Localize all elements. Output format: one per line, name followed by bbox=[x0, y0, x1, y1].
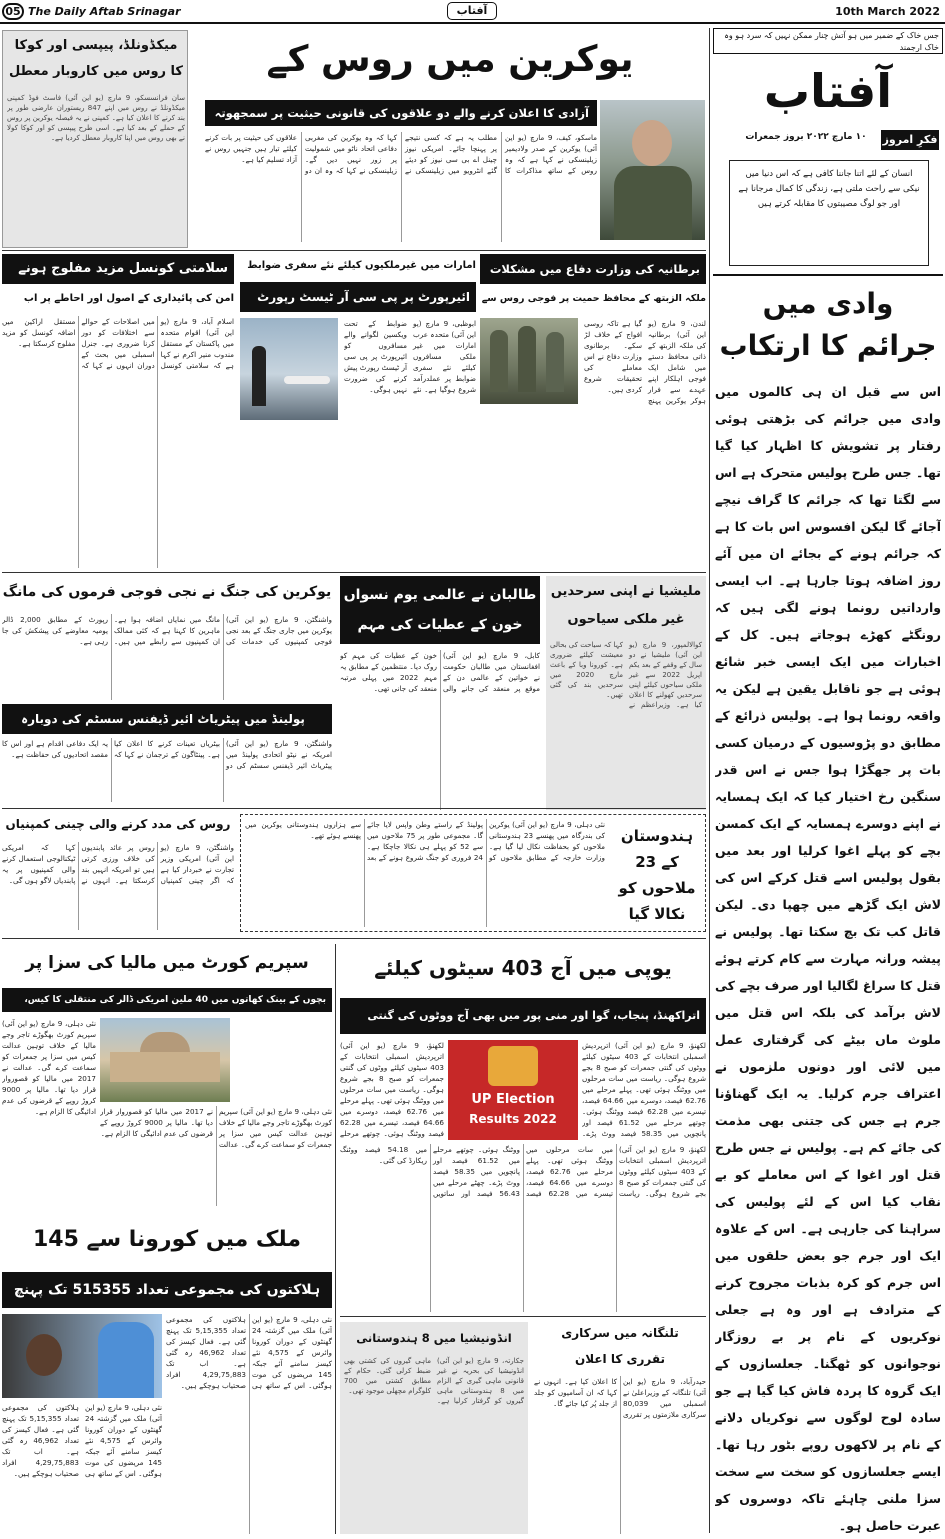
taliban-headline-1: طالبان نے عالمی یوم نسواں bbox=[343, 587, 537, 603]
top-rule bbox=[2, 250, 706, 251]
indonesia-body: جکارتہ، 9 مارچ (یو این آئی) انڈونیشیا کی بحریہ نے غیر قانونی ماہی گیری کے الزام میں 8 ہندوستانی ماہی گیروں کو گرفتار کرلیا ہے۔ ماہی گیروں کی کشتی بھی ضبط کرلی گئی۔ حکام کے مطابق کشتی میں 700 کلوگرام مچھلی موجود تھی۔ bbox=[344, 1357, 524, 1405]
taliban-headline-box bbox=[340, 576, 540, 644]
masthead bbox=[0, 0, 945, 24]
urdu-date: ۱۰ مارچ ۲۰۲۲ بروز جمعرات bbox=[745, 132, 867, 142]
malaysia-body: کوالالمپور، 9 مارچ (یو این آئی) ملیشیا نے دو سال کے وقفے کے بعد یکم اپریل 2022 سے غیر ملکی سیاحوں کیلئے اپنی سرحدیں کھولنے کا اعلان کیا ہے۔ وزیراعظم نے کہا کہ سیاحت کی بحالی معیشت کیلئے ضروری ہے۔ کورونا وبا کے باعث مارچ 2020 میں سرحدیں بند کی گئی تھیں۔ bbox=[550, 641, 702, 709]
sc-body-2: نئی دہلی، 9 مارچ (یو این آئی) سپریم کورٹ بھگوڑے تاجر وجے مالیا کے خلاف توہین عدالت کیس میں سزا پر جمعرات کو سماعت کرے گی۔ عدالت نے 2017 میں مالیا کو قصوروار قرار دیا تھا۔ مالیا پر 9000 کروڑ روپے کے قرضوں کی عدم ادائیگی کا الزام ہے۔ bbox=[100, 1107, 332, 1149]
malaysia-box bbox=[546, 576, 706, 810]
airport-photo bbox=[240, 318, 338, 420]
britain-body: لندن، 9 مارچ (یو این آئی) برطانیہ کی ملکہ الزبتھ کے ذاتی محافظ دستے میں شامل ایک فوجی اہلکار اپنے عہدے سے فرار ہوکر یوکرین پہنچ گیا ہے تاکہ روسی افواج کے خلاف لڑ سکے۔ برطانوی وزارت دفاع نے اس معاملے کی تحقیقات شروع کردی ہیں۔ bbox=[584, 319, 706, 405]
sc-headline: سپریم کورٹ میں مالیا کی سزا پر bbox=[25, 953, 309, 973]
covid-body-2: نئی دہلی، 9 مارچ (یو این آئی) ملک میں گزشتہ 24 گھنٹوں کے دوران کورونا وائرس کے 4,575 نئے کیسز سامنے آئے جبکہ 145 مریضوں کی موت ہوگئی۔ اس کے ساتھ ہی ہلاکتوں کی مجموعی تعداد 5,15,355 تک پہنچ گئی ہے۔ فعال کیسز کی تعداد 46,962 رہ گئی ہے۔ اب تک 4,29,75,883 افراد صحتیاب ہوچکے ہیں۔ bbox=[2, 1403, 162, 1478]
covid-sub: ہلاکتوں کی مجموعی تعداد 515355 تک پہنچ bbox=[2, 1272, 332, 1308]
lower-rule bbox=[340, 1316, 706, 1317]
mid-rule-2 bbox=[2, 808, 706, 809]
up-headline: یوپی میں آج 403 سیٹوں کیلئے bbox=[374, 956, 672, 980]
airport-headline-1: امارات میں غیرملکیوں کیلئے نئے سفری ضوابط bbox=[247, 260, 476, 271]
airport-body: ابوظبی، 9 مارچ (یو این آئی) متحدہ عرب امارات میں غیر ملکی مسافروں کیلئے نئے سفری ضوابط پر عملدرآمد شروع ہوگیا ہے۔ نئے ضوابط کے تحت ویکسین لگوانے والے مسافروں کو ائیرپورٹ پر پی سی آر ٹیسٹ رپورٹ پیش کرنے کی ضرورت نہیں ہوگی۔ bbox=[344, 319, 476, 394]
ukraine-war-body: واشنگٹن، 9 مارچ (یو این آئی) یوکرین میں جاری جنگ کے بعد نجی فوجی کمپنیوں کی خدمات کی مانگ میں نمایاں اضافہ ہوا ہے۔ ماہرین کا کہنا ہے کہ کئی ممالک ان کمپنیوں سے رابطے میں ہیں۔ رپورٹ کے مطابق 2,000 ڈالر یومیہ معاوضے کی پیشکش کی جا رہی ہے۔ bbox=[2, 615, 332, 646]
taliban-headline-2: خون کے عطیات کی مہم bbox=[357, 617, 523, 633]
right-divider bbox=[713, 274, 943, 276]
right-top-banner: جس خاک کے ضمیر میں ہو آتش چنار ممکن نہیں کہ سرد ہو وہ خاک ارجمند bbox=[713, 28, 943, 54]
left-top-story bbox=[2, 30, 188, 248]
sailors-box bbox=[240, 814, 706, 932]
paper-name: The Daily Aftab Srinagar bbox=[28, 5, 181, 18]
security-sub: امن کی پائیداری کے اصول اور احاطے پر اب bbox=[23, 293, 234, 304]
china-body: واشنگٹن، 9 مارچ (یو این آئی) امریکی وزیر تجارت نے خبردار کیا ہے کہ اگر چینی کمپنیاں روس پر عائد پابندیوں کی خلاف ورزی کرتی ہیں تو امریکہ انہیں بند کرسکتا ہے۔ انہوں نے کہا کہ امریکی ٹیکنالوجی استعمال کرنے والی کمپنیوں پر یہ پابندیاں لاگو ہوں گی۔ bbox=[2, 843, 234, 885]
zelensky-photo bbox=[600, 100, 705, 240]
up-body-3: لکھنؤ، 9 مارچ (یو این آئی) اترپردیش اسمبلی انتخابات کے 403 سیٹوں کیلئے ووٹوں کی گنتی جمعرات کو صبح 8 بجے شروع ہوگی۔ ریاست میں سات مرحلوں میں ووٹنگ ہوئی تھی۔ پہلے مرحلے میں 62.76 فیصد، دوسرے میں 64.66 فیصد، تیسرے میں 62.28 فیصد ووٹنگ ہوئی۔ چوتھے مرحلے میں 61.52 فیصد اور پانچویں میں 58.35 فیصد ووٹ پڑے۔ چھٹے مرحلے میں 56.43 فیصد اور ساتویں میں 54.18 فیصد ووٹنگ ریکارڈ کی گئی۔ bbox=[340, 1145, 706, 1198]
telangana-headline-1: تلنگانہ میں سرکاری bbox=[561, 1326, 679, 1340]
britain-headline-2: ملکہ الزبتھ کے محافظ حمیت پر فوجی روس سے bbox=[481, 293, 706, 304]
up-image-label-2: Results 2022 bbox=[469, 1112, 557, 1126]
covid-test-photo bbox=[2, 1314, 162, 1398]
china-headline: روس کی مدد کرنے والی چینی کمپنیاں bbox=[5, 817, 231, 831]
quote-box: انسان کے لئے اتنا جاننا کافی ہے کہ اس دنیا میں نیکی سے راحت ملتی ہے، زندگی کا کمال مرجانا ہے اور جو لوگ مصیبتوں کا مقابلہ کرتے ہیں bbox=[729, 160, 929, 266]
up-sub: اتراکھنڈ، پنجاب، گوا اور منی پور میں بھی آج ووٹوں کی گنتی bbox=[340, 998, 706, 1034]
up-body-1: لکھنؤ، 9 مارچ (یو این آئی) اترپردیش اسمبلی انتخابات کے 403 سیٹوں کیلئے ووٹوں کی گنتی جمعرات کو صبح 8 بجے شروع ہوگی۔ ریاست میں سات مرحلوں میں ووٹنگ ہوئی تھی۔ پہلے مرحلے میں 62.76 فیصد، دوسرے میں 64.66 فیصد، تیسرے میں 62.28 فیصد ووٹنگ ہوئی۔ چوتھے مرحلے میں 61.52 فیصد اور پانچویں میں 58.35 فیصد ووٹ پڑے۔ bbox=[582, 1041, 706, 1138]
sailors-body: نئی دہلی، 9 مارچ (یو این آئی) یوکرین کی بندرگاہ میں پھنسے 23 ہندوستانی ملاحوں کو بحفاظت نکال لیا گیا ہے۔ وزارت خارجہ کے مطابق ملاحوں کو پولینڈ کے راستے وطن واپس لایا جائے گا۔ مجموعی طور پر 75 ملاحوں میں سے 52 کو پہلے ہی نکالا جاچکا ہے۔ 24 فروری کو جنگ شروع ہونے کے بعد سے ہزاروں ہندوستانی یوکرین میں پھنسے ہوئے تھے۔ bbox=[245, 820, 605, 862]
telangana-headline-2: تقرری کا اعلان bbox=[574, 1352, 666, 1366]
poland-headline: پولینڈ میں پیٹریاٹ ائیر ڈیفنس سسٹم کی دوبارہ bbox=[2, 704, 332, 734]
supreme-court-photo bbox=[100, 1018, 230, 1102]
editorial-headline-1: وادی میں bbox=[762, 287, 894, 320]
lead-body: ماسکو، کیف، 9 مارچ (یو این آئی) یوکرین کے صدر ولادیمیر زیلینسکی نے کہا ہے کہ وہ روس کے ساتھ مذاکرات کا مطلب یہ ہے کہ کسی نتیجے پر پہنچا جائے۔ امریکی نیوز چینل اے بی سی نیوز کو دیئے گئے انٹرویو میں زیلینسکی نے کہا کہ وہ یوکرین کی مغربی دفاعی اتحاد ناٹو میں شمولیت پر زور نہیں دیں گے۔ زیلینسکی نے کہا کہ وہ ان دو علاقوں کی حیثیت پر بات کرنے کیلئے تیار ہیں جنہیں روس نے آزاد تسلیم کیا ہے۔ bbox=[205, 133, 597, 175]
sailors-headline: ہندوستان کے 23 ملاحوں کو نکالا گیا bbox=[618, 827, 696, 923]
indonesia-headline: انڈونیشیا میں 8 ہندوستانی bbox=[356, 1331, 512, 1345]
left-top-headline-1: میکڈونلڈ، پیپسی اور کوکا bbox=[14, 38, 178, 53]
malaysia-headline-1: ملیشیا نے اپنی سرحدیں bbox=[550, 584, 702, 599]
britain-headline-1: برطانیہ کی وزارت دفاع میں مشکلات bbox=[480, 254, 706, 284]
right-column bbox=[713, 28, 943, 1538]
security-headline: سلامتی کونسل مزید مفلوج ہونے bbox=[2, 254, 234, 284]
covid-body: نئی دہلی، 9 مارچ (یو این آئی) ملک میں گزشتہ 24 گھنٹوں کے دوران کورونا وائرس کے 4,575 نئے کیسز سامنے آئے جبکہ 145 مریضوں کی موت ہوگئی۔ اس کے ساتھ ہی ہلاکتوں کی مجموعی تعداد 5,15,355 تک پہنچ گئی ہے۔ فعال کیسز کی تعداد 46,962 رہ گئی ہے۔ اب تک 4,29,75,883 افراد صحتیاب ہوچکے ہیں۔ bbox=[166, 1315, 332, 1390]
security-body: اسلام آباد، 9 مارچ (یو این آئی) اقوام متحدہ میں پاکستان کے مستقل مندوب منیر اکرم نے کہا ہے کہ سلامتی کونسل میں اصلاحات کے حوالے سے اختلافات کو دور کرنا ضروری ہے۔ جنرل اسمبلی میں بحث کے دوران انہوں نے کہا کہ مستقل اراکین میں اضافہ کونسل کو مزید مفلوج کرسکتا ہے۔ bbox=[2, 317, 234, 370]
covid-headline: ملک میں کورونا سے 145 bbox=[32, 1227, 302, 1252]
malaysia-headline-2: غیر ملکی سیاحوں bbox=[567, 612, 685, 627]
mid-rule-3 bbox=[2, 938, 706, 939]
lead-headline: یوکرین میں روس کے bbox=[266, 39, 634, 80]
taliban-body: کابل، 9 مارچ (یو این آئی) افغانستان میں طالبان حکومت نے خواتین کے عالمی دن کے موقع پر منعقد کی جانے والی خون کے عطیات کی مہم کو روک دیا۔ منتظمین کے مطابق یہ مہم 2022 میں پہلی مرتبہ منعقد کی جانی تھی۔ bbox=[340, 651, 540, 693]
poland-body: واشنگٹن، 9 مارچ (یو این آئی) امریکہ نے نیٹو اتحادی پولینڈ میں پیٹریاٹ ائیر ڈیفنس سسٹم کی دو بیٹریاں تعینات کرنے کا اعلان کیا ہے۔ پینٹاگون کے ترجمان نے کہا کہ یہ ایک دفاعی اقدام ہے اور اس کا مقصد اتحادیوں کی حفاظت ہے۔ bbox=[2, 739, 332, 770]
up-image-label-1: UP Election bbox=[471, 1092, 555, 1107]
left-top-headline-2: کا روس میں کاروبار معطل bbox=[8, 64, 183, 79]
indonesia-box bbox=[340, 1322, 528, 1534]
telangana-body: حیدرآباد، 9 مارچ (یو این آئی) تلنگانہ کے وزیراعلیٰ نے اسمبلی میں 80,039 سرکاری ملازمتوں پر تقرری کا اعلان کیا ہے۔ انہوں نے کہا کہ ان آسامیوں کو جلد از جلد پُر کیا جائے گا۔ bbox=[534, 1377, 706, 1419]
sc-sub: بچوں کے بینک کھاتوں میں 40 ملین امریکی ڈالر کی منتقلی کا کیس، bbox=[2, 988, 332, 1012]
soldiers-photo bbox=[480, 318, 578, 404]
masthead-logo: آفتاب bbox=[447, 2, 497, 20]
lower-col-rule bbox=[335, 944, 336, 1534]
mid-rule-1 bbox=[2, 572, 706, 573]
up-election-image bbox=[448, 1040, 578, 1140]
airport-headline-2: ائیرپورٹ پر پی سی آر ٹیسٹ رپورٹ bbox=[240, 282, 476, 312]
page-number: 05 bbox=[2, 3, 24, 20]
lead-subhead: آزادی کا اعلان کرنے والے دو علاقوں کی قانونی حیثیت پر سمجھوتہ bbox=[205, 100, 597, 126]
aftab-logo: آفتاب bbox=[763, 64, 893, 118]
ukraine-war-headline: یوکرین کی جنگ نے نجی فوجی فرموں کی مانگ bbox=[2, 584, 332, 600]
editorial-headline-2: جرائم کا ارتکاب bbox=[719, 329, 937, 362]
sc-body: نئی دہلی، 9 مارچ (یو این آئی) سپریم کورٹ بھگوڑے تاجر وجے مالیا کے خلاف توہین عدالت کیس میں سزا پر جمعرات کو سماعت کرے گی۔ عدالت نے 2017 میں مالیا کو قصوروار قرار دیا تھا۔ مالیا پر 9000 کروڑ روپے کے قرضوں کی عدم ادائیگی کا الزام ہے۔ bbox=[2, 1019, 96, 1116]
left-top-body: سان فرانسسکو، 9 مارچ (یو این آئی) فاسٹ فوڈ کمپنی میکڈونلڈ نے روس میں اپنے 847 ریستوران عارضی طور پر بند کرنے کا اعلان کیا ہے۔ کمپنی نے یہ فیصلہ یوکرین پر روس کے حملے کے بعد کیا ہے۔ اسی طرح پیپسی کو اور کوکا کولا نے بھی روس میں اپنا کاروبار معطل کردیا ہے۔ bbox=[7, 94, 185, 142]
editorial-body: اس سے قبل ان ہی کالموں میں وادی میں جرائم کی بڑھتی ہوئی رفتار پر تشویش کا اظہار کیا گیا تھا۔ جس طرح پولیس متحرک ہے اس سے لگتا تھا کہ جرائم کا گراف نیچے آجائے گا لیکن افسوس اس بات کا ہے کہ جرائم ہونے کے بجائے ان میں آئے روز اضافہ ہوتا جارہا ہے۔ اب ایسی وارداتیں رونما ہونے لگی ہیں کہ رونگٹے کھڑے ہوجاتے ہیں۔ کل کے اخبارات میں ایک ایسی خبر شائع ہوئی ہے جو ناقابل یقین ہے لیکن یہ واقعہ رونما ہوا ہے۔ پولیس ذرائع کے مطابق دو پڑوسیوں کے درمیان کسی بات پر جھگڑا ہوا جس نے اس قدر سنگین رخ اختیار کیا کہ ایک ہمسایہ نے اپنے دوسرے ہمسایہ کے ایک کمسن بچے کو پہلے اغوا کرلیا اور بعد میں بقول پولیس اسے قتل کرکے اس کی لاش ایک گڑھے میں چھپا دی۔ لیکن قاتل کب تک بچ سکتا تھا۔ پولیس نے پیشہ ورانہ مہارت سے کام کرتے ہوئے قتل کا سراغ لگالیا اور صرف بچے کی لاش برآمد کی بلکہ اس قتل میں ملوث ماں بیٹے کی گرفتاری عمل میں لائی اور دونوں ملزموں نے اعتراف جرم کرلیا۔ یہ ایک گھناؤنا جرم ہے جس کی جتنی بھی مذمت کی جائے کم ہے۔ پولیس نے جس طرح قتل اور اغوا کے اس معاملے کو بے نقاب کیا اس کے لئے پولیس کی سراہنا کی جارہی ہے۔ اس کے علاوہ ایک اور جرم جو بعض حلقوں میں اس جرم کو کرہ بذبات مجروح کرنے کے مترادف ہے اور وہ ہے جعلی نوکریوں کے نام پر بے روزگار نوجوانوں کو ٹھگنا۔ جعلسازوں کے ایک گروہ کا پردہ فاش کیا گیا ہے جو سادہ لوح لوگوں سے نوکریاں دلانے کے نام پر لاکھوں روپے بٹور رہا تھا۔ ایسے جعلسازوں کو سخت سے سخت سزا ملنی چاہئے تاکہ دوسروں کو عبرت حاصل ہو۔ bbox=[715, 384, 941, 1533]
right-column-rule bbox=[709, 28, 710, 1533]
masthead-date: 10th March 2022 bbox=[835, 5, 940, 18]
section-tag: فکرِ امروز bbox=[881, 130, 939, 150]
up-body-2: لکھنؤ، 9 مارچ (یو این آئی) اترپردیش اسمبلی انتخابات کے 403 سیٹوں کیلئے ووٹوں کی گنتی جمعرات کو صبح 8 بجے شروع ہوگی۔ ریاست میں سات مرحلوں میں ووٹنگ ہوئی تھی۔ پہلے مرحلے میں 62.76 فیصد، دوسرے میں 64.66 فیصد، تیسرے میں 62.28 فیصد ووٹنگ ہوئی۔ چوتھے مرحلے bbox=[340, 1041, 444, 1138]
